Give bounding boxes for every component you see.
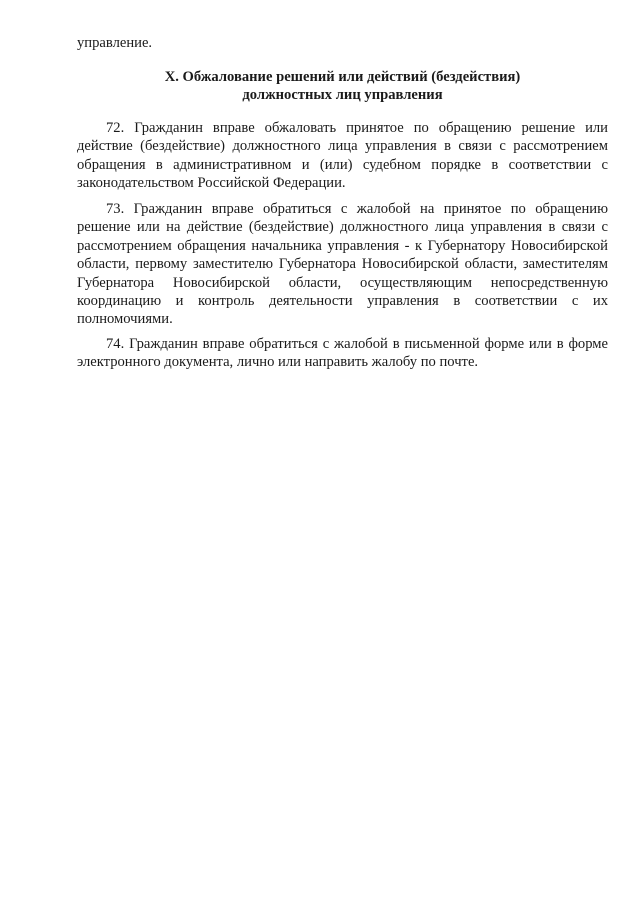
section-heading — [77, 68, 608, 105]
section-heading-line-2: должностных лиц управления — [242, 87, 443, 104]
paragraph-74: 74. Гражданин вправе обратиться с жалобой в письменной форме или в форме электронного документа, лично или направить жалобу по почте. — [77, 336, 608, 371]
continuation-text: управление. — [77, 35, 153, 51]
paragraph-72: 72. Гражданин вправе обжаловать принятое по обращению решение или действие (бездействие) должностного лица управления в связи с рассмотрением обращения в административном и (или) судебном порядке в соответствии с законодательством Российской Федерации. — [77, 120, 608, 192]
section-heading-line-1: X. Обжалование решений или действий (бездействия) — [164, 69, 521, 85]
paragraph-73: 73. Гражданин вправе обратиться с жалобой на принятое по обращению решение или на действие (бездействие) должностного лица управления в связи с рассмотрением обращения начальника управления - к Губернатору Новосибирской области, первому заместителю Губернатора Новосибирской области, заместителям Губернатора Новосибирской области, осуществляющим непосредственную координацию и контроль деятельности управления в соответствии с их полномочиями. — [77, 201, 608, 328]
